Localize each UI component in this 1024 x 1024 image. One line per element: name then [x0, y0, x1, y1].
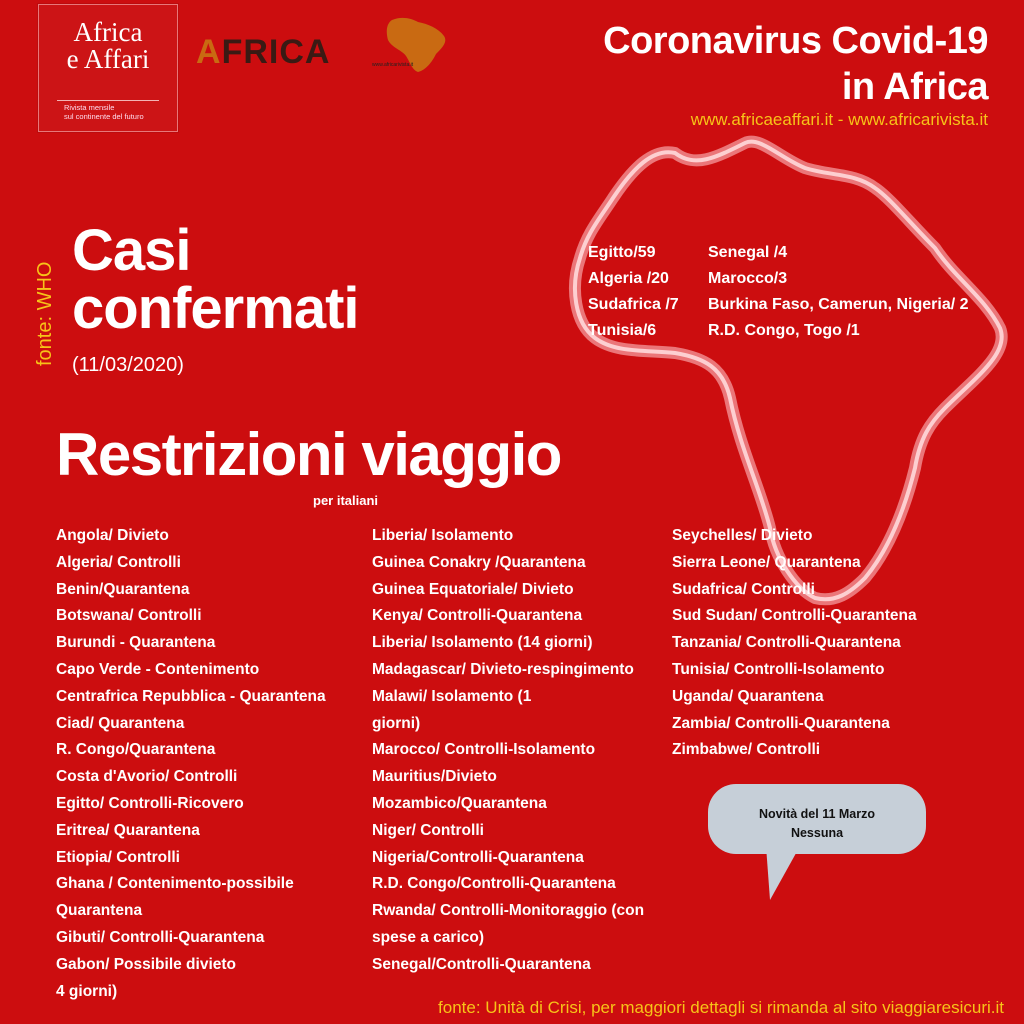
cases-item: Egitto/59 [588, 244, 656, 261]
restriction-item: Centrafrica Repubblica - Quarantena [56, 687, 326, 705]
restriction-item: Niger/ Controlli [372, 821, 484, 839]
africa-e-affari-logo [38, 4, 178, 132]
restriction-item: Costa d'Avorio/ Controlli [56, 768, 238, 786]
restrictions-subheading: per italiani [313, 493, 379, 508]
cases-list-left [588, 240, 679, 344]
restriction-item: Capo Verde - Contenimento [56, 660, 260, 678]
africa-rivista-logo-text [196, 34, 330, 70]
restrictions-column-1 [56, 523, 326, 1005]
cases-item: Senegal /4 [708, 244, 788, 261]
restriction-item: Sierra Leone/ Quarantena [672, 553, 861, 571]
restriction-item: Mozambico/Quarantena [372, 794, 547, 812]
restriction-item: Zimbabwe/ Controlli [672, 741, 821, 759]
restriction-item: Madagascar/ Divieto-respingimento [372, 660, 634, 678]
cases-item: Marocco/3 [708, 270, 788, 287]
restriction-item: R.D. Congo/Controlli-Quarantena [372, 875, 616, 893]
restriction-item: Kenya/ Controlli-Quarantena [372, 607, 583, 625]
restriction-item: Botswana/ Controlli [56, 607, 202, 625]
restrictions-heading: Restrizioni viaggio [56, 421, 561, 488]
restriction-item: Liberia/ Isolamento [372, 527, 514, 544]
logo-letter-a: A [196, 33, 222, 71]
restriction-item: Gibuti/ Controlli-Quarantena [56, 928, 265, 946]
logo-subtitle-line1: Rivista mensile [64, 103, 115, 112]
cases-item: Burkina Faso, Camerun, Nigeria/ 2 [708, 296, 969, 313]
restriction-item: Rwanda/ Controlli-Monitoraggio (con [372, 902, 645, 920]
restriction-item: Ghana / Contenimento-possibile [56, 875, 294, 893]
restriction-item: Ciad/ Quarantena [56, 714, 185, 732]
restriction-item: Marocco/ Controlli-Isolamento [372, 741, 596, 759]
logo-title-line2: e Affari [66, 44, 150, 74]
cases-heading-line2: confermati [72, 276, 359, 341]
restriction-item: Egitto/ Controlli-Ricovero [56, 794, 244, 812]
logo-subtitle-line2: sul continente del futuro [64, 112, 144, 121]
restriction-item: Senegal/Controlli-Quarantena [372, 955, 591, 973]
speech-bubble-tail-icon [760, 846, 810, 900]
restriction-item: Mauritius/Divieto [372, 768, 497, 786]
logo-title-line1: Africa [73, 17, 143, 47]
restriction-item: Burundi - Quarantena [56, 634, 216, 652]
cases-heading-line1: Casi [72, 218, 191, 283]
restriction-item: Gabon/ Possibile divieto [56, 955, 237, 973]
restriction-item: Benin/Quarantena [56, 580, 190, 598]
restriction-item: 4 giorni) [56, 982, 118, 1000]
restriction-item: Eritrea/ Quarantena [56, 821, 200, 839]
restriction-item: giorni) [372, 714, 421, 732]
website-links[interactable]: www.africaeaffari.it - www.africarivista.it [690, 110, 988, 129]
cases-item: Sudafrica /7 [588, 296, 679, 313]
cases-heading [72, 218, 359, 341]
restriction-item: Angola/ Divieto [56, 527, 169, 544]
restriction-item: Uganda/ Quarantena [672, 687, 824, 705]
cases-list-right [708, 240, 969, 344]
restriction-item: Algeria/ Controlli [56, 553, 181, 571]
africa-rivista-url: www.africarivista.it [372, 62, 414, 68]
footer-source: fonte: Unità di Crisi, per maggiori dettagli si rimanda al sito viaggiaresicuri.it [438, 998, 1004, 1017]
restriction-item: R. Congo/Quarantena [56, 741, 216, 759]
restriction-item: Tanzania/ Controlli-Quarantena [672, 634, 901, 652]
news-bubble-line2: Nessuna [790, 826, 844, 840]
logo-title [39, 19, 177, 73]
restrictions-column-2 [372, 523, 644, 979]
restriction-item: Quarantena [56, 902, 143, 920]
logo-letters: FRICA [221, 33, 331, 71]
restriction-item: Guinea Equatoriale/ Divieto [372, 580, 574, 598]
restriction-item: Nigeria/Controlli-Quarantena [372, 848, 584, 866]
source-who: fonte: WHO [34, 261, 56, 366]
restrictions-column-3 [672, 523, 917, 764]
logo-subtitle [39, 103, 177, 121]
restriction-item: Etiopia/ Controlli [56, 848, 180, 866]
restriction-item: Guinea Conakry /Quarantena [372, 553, 586, 571]
restriction-item: Tunisia/ Controlli-Isolamento [672, 660, 885, 678]
cases-date: (11/03/2020) [72, 354, 184, 376]
page-title-line1: Coronavirus Covid-19 [603, 20, 988, 62]
cases-item: Tunisia/6 [588, 322, 657, 339]
restriction-item: Seychelles/ Divieto [672, 527, 813, 544]
restriction-item: Sudafrica/ Controlli [672, 580, 815, 598]
restriction-item: Malawi/ Isolamento (1 [372, 687, 532, 705]
cases-item: R.D. Congo, Togo /1 [708, 322, 860, 339]
news-bubble-line1: Novità del 11 Marzo [758, 807, 875, 821]
restriction-item: Liberia/ Isolamento (14 giorni) [372, 634, 593, 652]
page-title [603, 18, 988, 110]
news-bubble-text [708, 805, 926, 843]
logo-divider [57, 100, 159, 101]
cases-item: Algeria /20 [588, 270, 669, 287]
restriction-item: Sud Sudan/ Controlli-Quarantena [672, 607, 917, 625]
page-title-line2: in Africa [841, 66, 988, 108]
restriction-item: spese a carico) [372, 928, 485, 946]
restriction-item: Zambia/ Controlli-Quarantena [672, 714, 890, 732]
